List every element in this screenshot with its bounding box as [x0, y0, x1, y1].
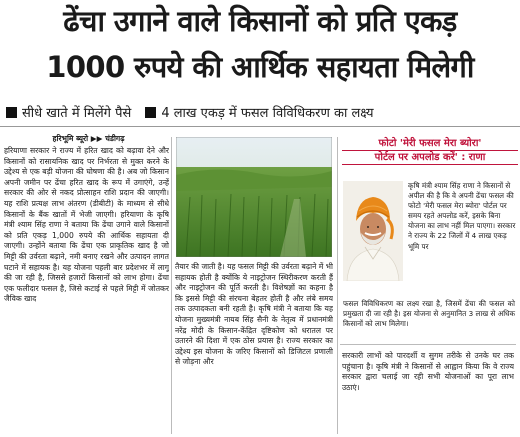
divider — [340, 344, 516, 345]
headline-line-2: 1000 रुपये की आर्थिक सहायता मिलेगी — [46, 50, 474, 84]
subhead-1: सीधे खाते में मिलेंगे पैसे — [22, 106, 132, 121]
pullquote-continued: फसल विविधिकरण का लक्ष्य रखा है, जिसमें ढेंचा की फसल को प्रमुखता दी जा रही है। इस योजना से अनुमानित 3 लाख से अधिक किसानों को लाभ मिलेगा। — [343, 299, 515, 329]
pullquote-heading-line-1: फोटो 'मेरी फसल मेरा ब्योरा' — [342, 137, 518, 151]
divider — [0, 126, 520, 127]
pullquote-heading-line-2: पोर्टल पर अपलोड करें' : राणा — [342, 151, 518, 165]
column-divider — [337, 137, 338, 434]
pullquote-heading — [342, 137, 518, 177]
square-bullet-icon — [6, 107, 17, 118]
body-column-2: तैयार की जाती है। यह फसल मिट्टी की उर्वरता बढ़ाने में भी सहायक होती है क्योंकि ये नाइट्रोजन स्थिरीकरण करती हैं और नाइट्रोजन की पूर्ति करती है। विशेषज्ञों का कहना है कि इससे मिट्टी की संरचना बेहतर होती है और लंबे समय तक उत्पादकता बनी रहती है। कृषि मंत्री ने बताया कि यह योजना मुख्यमंत्री नायब सिंह सैनी के नेतृत्व में प्रधानमंत्री नरेंद्र मोदी के किसान-केंद्रित दृष्टिकोण को धरातल पर उतारने की दिशा में एक ठोस प्रयास है। राज्य सरकार का उद्देश्य इस योजना के जरिए किसानों को डिजिटल प्रणाली से जोड़ना और — [175, 262, 333, 367]
byline: हरिभूमि ब्यूरो ▶▶ चंडीगढ़ — [52, 134, 125, 143]
body-column-1: हरियाणा सरकार ने राज्य में हरित खाद को बढ़ावा देने और किसानों को रासायनिक खाद पर निर्भरता से मुक्त करने के उद्देश्य से एक बड़ी योजना की घोषणा की है। अब जो किसान अपनी जमीन पर ढेंचा हरित खाद के रूप में उगाएंगे, उन्हें सरकार की ओर से नकद प्रोत्साहन राशि प्रदान की जाएगी। यह राशि प्रत्यक्ष लाभ अंतरण (डीबीटी) के माध्यम से सीधे किसानों के बैंक खातों में भेजी जाएगी। हरियाणा के कृषि मंत्री श्याम सिंह राणा ने बताया कि ढेंचा उगाने वाले किसानों को प्रति एकड़ 1,000 रुपये की आर्थिक सहायता दी जाएगी। उन्होंने बताया कि ढेंचा एक प्राकृतिक खाद है जो मिट्टी की उर्वरता बढ़ाने, नमी बनाए रखने और उत्पादन लागत घटाने में सहायक है। यह योजना पहली बार प्रदेशभर में लागू की जा रही है, जिससे हजारों किसानों को लाभ होगा। ढेंचा एक फलीदार फसल है, जिसे कटाई से पहले मिट्टी में जोतकर जैविक खाद — [4, 146, 169, 304]
square-bullet-icon — [145, 107, 156, 118]
field-photo — [176, 137, 332, 257]
column-divider — [171, 137, 172, 434]
subheads — [6, 105, 520, 123]
pullquote-text: कृषि मंत्री श्याम सिंह राणा ने किसानों से अपील की है कि वे अपनी ढेंचा फसल की फोटो 'मेरी फसल मेरा ब्योरा' पोर्टल पर समय रहते अपलोड करें, इसके बिना योजना का लाभ नहीं मिल पाएगा। सरकार ने राज्य के 22 जिलों में 4 लाख एकड़ भूमि पर — [408, 181, 516, 251]
minister-portrait — [343, 181, 403, 281]
body-column-3: सरकारी लाभों को पारदर्शी व सुगम तरीके से उनके घर तक पहुंचाना है। कृषि मंत्री ने किसानों से आह्वान किया कि वे राज्य सरकार द्वारा चलाई जा रही सभी योजनाओं का पूरा लाभ उठाएं। — [342, 351, 514, 392]
subhead-2: 4 लाख एकड़ में फसल विविधिकरण का लक्ष्य — [161, 106, 374, 121]
headline-line-1: ढेंचा उगाने वाले किसानों को प्रति एकड़ — [63, 4, 457, 38]
